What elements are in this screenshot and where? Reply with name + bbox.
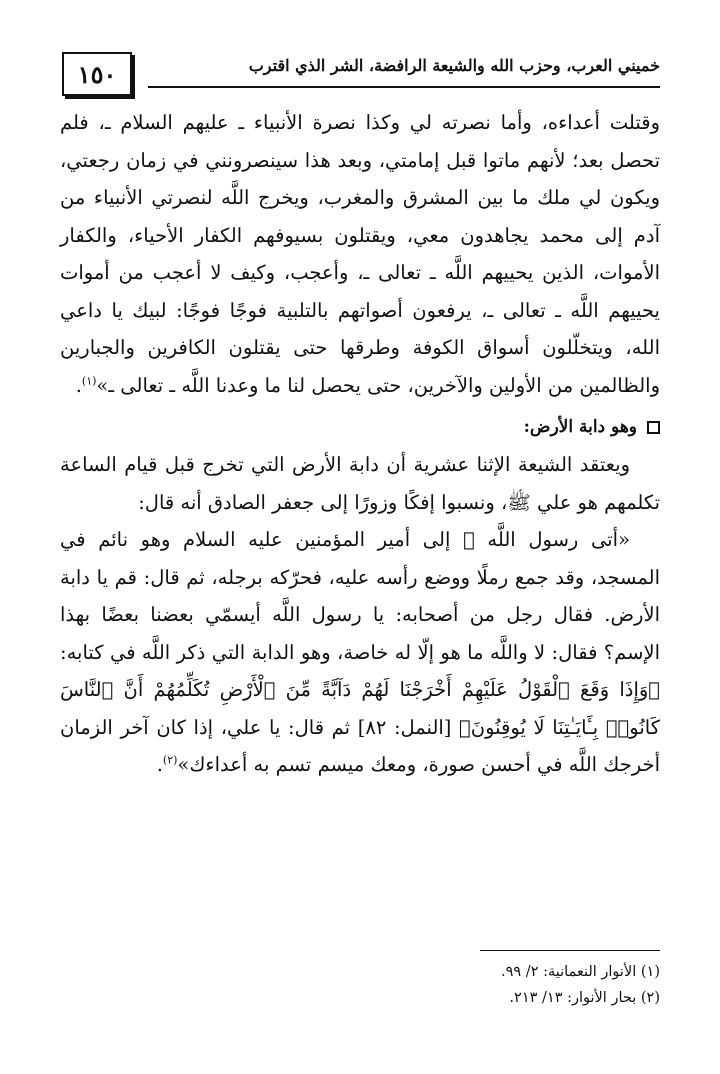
- footnote-ref-2: (٢): [162, 753, 178, 767]
- footnote-ref-1: (١): [81, 374, 97, 387]
- paragraph-1-text: وقتلت أعداءه، وأما نصرته لي وكذا نصرة الأنبياء ـ عليهم السلام ـ، فلم تحصل بعد؛ لأنهم ماتوا قبل إمامتي، وبعد هذا سينصرونني في زمان رجعتي، ويكون لي ملك ما بين المشرق والمغرب، ويخرج اللَّه لنصرتي الأنبياء من آدم إلى محمد يجاهدون معي، ويقتلون بسيوفهم الكفار الأحياء، والكفار الأموات، الذين يحييهم اللَّه ـ تعالى ـ، وأعجب، وكيف لا أعجب من أموات يحييهم اللَّه ـ تعالى ـ، يرفعون أصواتهم بالتلبية فوجًا فوجًا: لبيك يا داعي الله، ويتخلّلون أسواق الكوفة وطرقها حتى يقتلون الكافرين والجبارين والظالمين من الأولين والآخرين، حتى يحصل لنا ما وعدنا اللَّه ـ تعالى ـ»: [60, 111, 660, 397]
- paragraph-1-end: .: [75, 373, 82, 397]
- page-header: [62, 52, 660, 96]
- square-bullet-icon: [647, 421, 660, 434]
- section-heading-text: وهو دابة الأرض:: [523, 417, 637, 437]
- section-heading: [60, 410, 660, 444]
- running-title: خميني العرب، وحزب الله والشيعة الرافضة، الشر الذي اقترب: [248, 56, 660, 75]
- footnotes: [60, 950, 660, 1011]
- footnote-1: (١) الأنوار النعمانية: ٢/ ٩٩.: [501, 964, 660, 980]
- main-text: [60, 104, 660, 784]
- page-number: ١٥٠: [62, 52, 132, 96]
- paragraph-1: [60, 104, 660, 404]
- footnote-2: (٢) بحار الأنوار: ١٣/ ٢١٣.: [509, 990, 660, 1006]
- header-rule: [148, 86, 660, 88]
- paragraph-2: ويعتقد الشيعة الإثنا عشرية أن دابة الأرض التي تخرج قبل قيام الساعة تكلمهم هو علي ﷺ، ونسبوا إفكًا وزورًا إلى جعفر الصادق أنه قال:: [60, 453, 660, 514]
- paragraph-3: [60, 521, 660, 784]
- paragraph-3-end: .: [156, 753, 163, 776]
- footnote-rule: [480, 950, 660, 951]
- paragraph-3-text: «أتى رسول اللَّه ﷺ إلى أمير المؤمنين عليه السلام وهو نائم في المسجد، وقد جمع رملًا ووضع رأسه عليه، فحرّكه برجله، ثم قال: قم يا دابة الأرض. فقال رجل من أصحابه: يا رسول اللَّه أيسمّي بعضنا بعضًا بهذا الإسم؟ فقال: لا واللَّه ما هو إلّا له خاصة، وهو الدابة التي ذكر اللَّه في كتابه: ﴿وَإِذَا وَقَعَ ٱلْقَوْلُ عَلَيْهِمْ أَخْرَجْنَا لَهُمْ دَآبَّةً مِّنَ ٱلْأَرْضِ تُكَلِّمُهُمْ أَنَّ ٱلنَّاسَ كَانُوا۟ بِـَٔايَـٰتِنَا لَا يُوقِنُونَ﴾ [النمل: ٨٢] ثم قال: يا علي، إذا كان آخر الزمان أخرجك اللَّه في أحسن صورة، ومعك ميسم تسم به أعداءك»: [60, 528, 660, 776]
